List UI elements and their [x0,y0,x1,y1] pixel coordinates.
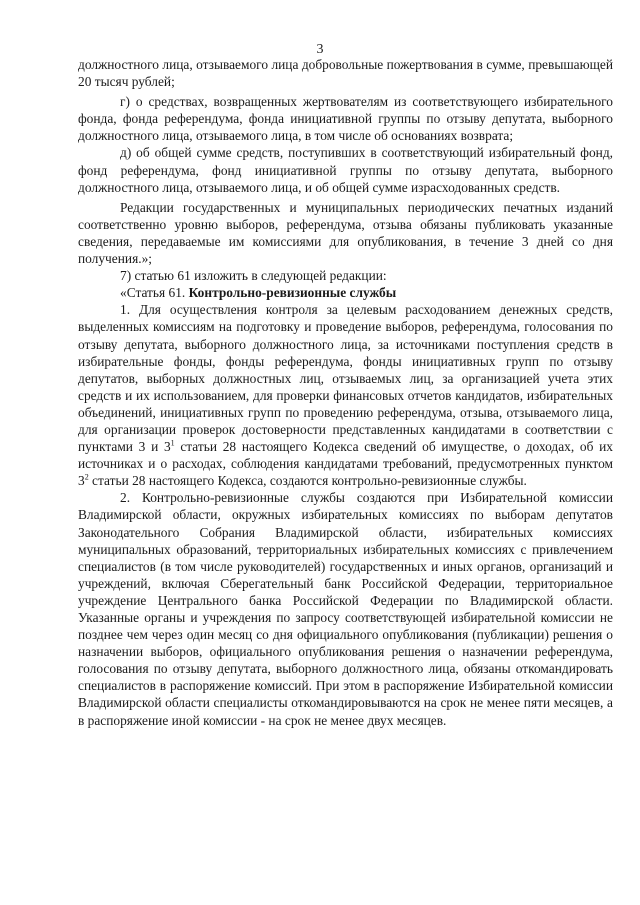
document-body [78,56,613,729]
article-heading [78,284,613,301]
superscript-2: 2 [84,472,89,482]
article-title: Контрольно-ревизионные службы [188,285,397,301]
clause-1-text-part2: статьи 28 настоящего Кодекса сведений об имуществе, о доходах, об их источниках и о расходах, соблюдения кандидатами требований, предусмотренных пунктом 3 [78,439,613,489]
article-clause-1 [78,301,613,489]
clause-1-text-part3: статьи 28 настоящего Кодекса, создаются контрольно-ревизионные службы. [88,473,527,489]
paragraph-amendment-7: 7) статью 61 изложить в следующей редакции: [120,268,387,284]
article-prefix: «Статья 61. [120,285,189,301]
clause-1-text-part1: 1. Для осуществления контроля за целевым расходованием денежных средств, выделенных комиссиям на подготовку и проведение выборов, референдума, голосования по отзыву депутата, выборного должностного лица, за источниками поступления средств в избирательные фонды, фонды референдума, фонды инициативных групп по отзыву депутатов, выборных должностных лиц, отзываемых лиц, за организацией учета этих средств и их использованием, для проверки финансовых отчетов кандидатов, избирательных объединений, инициативных групп по проведению референдума, отзыва, отзываемого лица, для организации проверок достоверности представленных кандидатами в соответствии с пунктами 3 и 3 [78,302,613,455]
paragraph-editorial-offices: Редакции государственных и муниципальных периодических печатных изданий соответственно уровню выборов, референдума, отзыва обязаны публиковать указанные сведения, передаваемые им комиссиями для опубликования, в течение 3 дней со дня получения.»; [78,199,613,267]
paragraph-continuation: должностного лица, отзываемого лица добровольные пожертвования в сумме, превышающей 20 тысяч рублей; [78,57,613,90]
paragraph-item-g: г) о средствах, возвращенных жертвователям из соответствующего избирательного фонда, фонда референдума, фонда инициативной группы по отзыву депутата, выборного должностного лица, отзываемого лица, в том числе об основаниях возврата; [78,94,613,144]
page-number: 3 [316,42,324,57]
superscript-1: 1 [170,438,175,448]
article-clause-2: 2. Контрольно-ревизионные службы создаются при Избирательной комиссии Владимирской области, окружных избирательных комиссиях по выборам депутатов Законодательного Собрания Владимирской области, избирательных комиссиях муниципальных образований, территориальных избирательных комиссиях с привлечением специалистов (в том числе руководителей) государственных и иных органов, организаций и учреждений, включая Сберегательный банк Российской Федерации, территориальное учреждение Центрального банка Российской Федерации по Владимирской области. Указанные органы и учреждения по запросу соответствующей избирательной комиссии не позднее чем через один месяц со дня официального опубликования (публикации) решения о назначении выборов, официального опубликования решения о назначении референдума, голосования по отзыву депутата, выборного должностного лица, обязаны откомандировать специалистов в распоряжение комиссий. При этом в распоряжение Избирательной комиссии Владимирской области специалисты откомандировываются на срок не менее пяти месяцев, а в распоряжение иной комиссии - на срок не менее двух месяцев. [78,490,613,728]
paragraph-item-d: д) об общей сумме средств, поступивших в соответствующий избирательный фонд, фонд референдума, фонд инициативной группы по отзыву депутата, выборного должностного лица, отзываемого лица, и об общей сумме израсходованных средств. [78,145,613,195]
